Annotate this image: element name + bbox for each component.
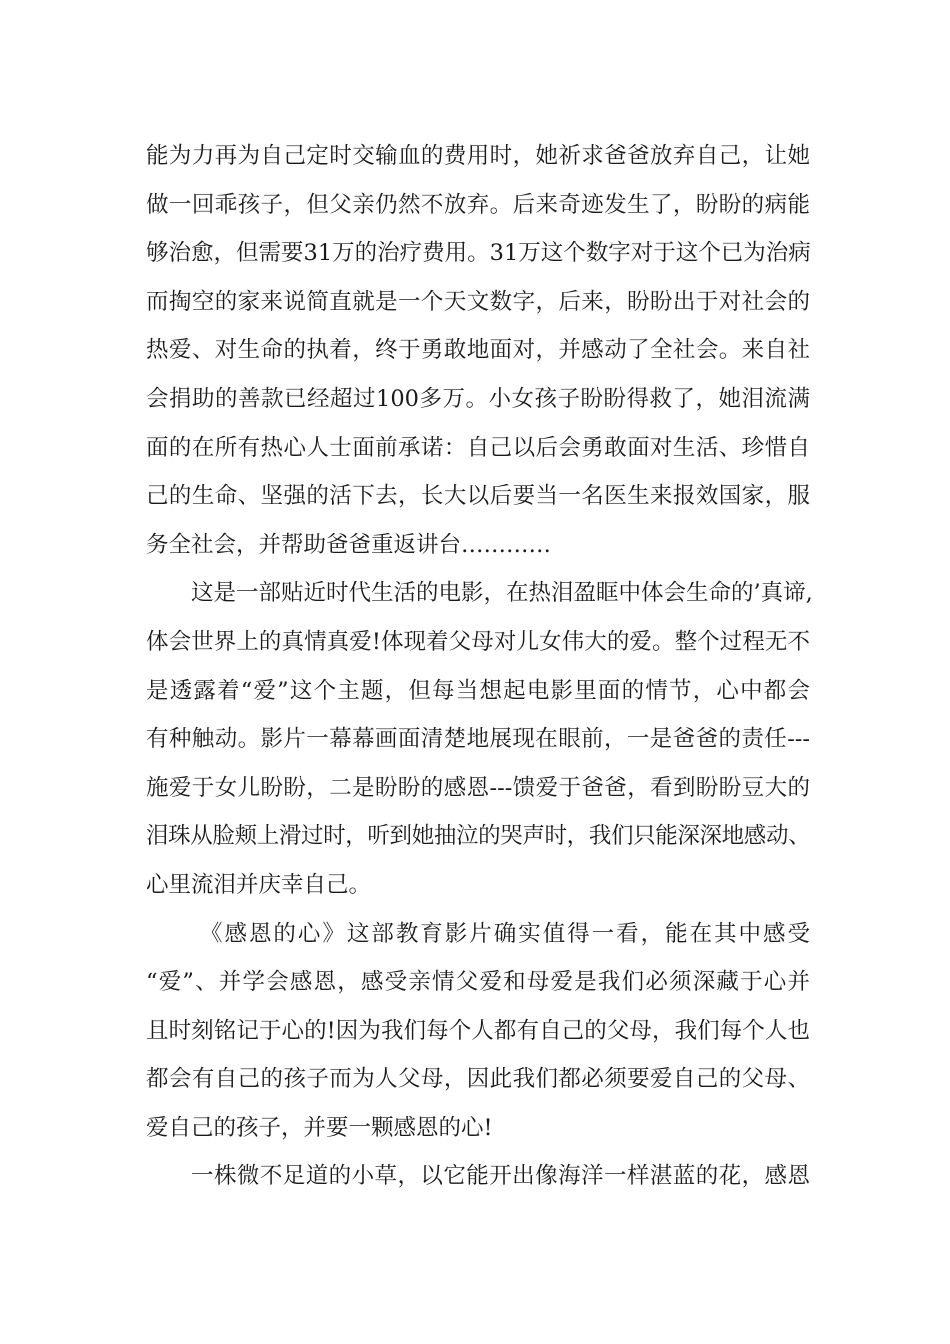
text-line: “爱”、并学会感恩，感受亲情父爱和母爱是我们必须深藏于心并 bbox=[146, 969, 810, 996]
text-line: 己的生命、坚强的活下去，长大以后要当一名医生来报效国家，服 bbox=[146, 483, 810, 510]
text-line: 做一回乖孩子，但父亲仍然不放弃。后来奇迹发生了，盼盼的病能 bbox=[146, 191, 810, 218]
text-line: 够治愈，但需要31万的治疗费用。31万这个数字对于这个已为治病 bbox=[146, 240, 811, 267]
text-line: 会捐助的善款已经超过100多万。小女孩子盼盼得救了，她泪流满 bbox=[146, 385, 810, 412]
text-line: 面的在所有热心人士面前承诺：自己以后会勇敢面对生活、珍惜自 bbox=[146, 434, 810, 461]
text-line: 施爱于女儿盼盼，二是盼盼的感恩---馈爱于爸爸，看到盼盼豆大的 bbox=[146, 774, 810, 801]
text-line: 热爱、对生命的执着，终于勇敢地面对，并感动了全社会。来自社 bbox=[146, 337, 810, 364]
text-line: 爱自己的孩子，并要一颗感恩的心! bbox=[146, 1114, 493, 1141]
text-line: 且时刻铭记于心的!因为我们每个人都有自己的父母，我们每个人也 bbox=[146, 1017, 810, 1044]
text-line: 而掏空的家来说简直就是一个天文数字，后来，盼盼出于对社会的 bbox=[146, 288, 810, 315]
text-line: 是透露着“爱”这个主题，但每当想起电影里面的情节，心中都会 bbox=[146, 677, 810, 704]
text-line: 心里流泪并庆幸自己。 bbox=[146, 871, 372, 898]
paragraph-first-line: 《感恩的心》这部教育影片确实值得一看，能在其中感受 bbox=[200, 920, 810, 947]
text-line: 泪珠从脸颊上滑过时，听到她抽泣的哭声时，我们只能深深地感动、 bbox=[146, 823, 810, 850]
text-line: 能为力再为自己定时交输血的费用时，她祈求爸爸放弃自己，让她 bbox=[146, 143, 810, 169]
paragraph-first-line: 这是一部贴近时代生活的电影，在热泪盈眶中体会生命的’真谛, bbox=[191, 580, 813, 607]
text-line: 都会有自己的孩子而为人父母，因此我们都必须要爱自己的父母、 bbox=[146, 1066, 810, 1093]
document-body bbox=[146, 132, 813, 1201]
text-line: 体会世界上的真情真爱!体现着父母对儿女伟大的爱。整个过程无不 bbox=[146, 628, 810, 655]
text-line: 务全社会，并帮助爸爸重返讲台………… bbox=[146, 531, 552, 558]
paragraph-first-line: 一株微不足道的小草，以它能开出像海洋一样湛蓝的花，感恩 bbox=[191, 1163, 810, 1190]
text-line: 有种触动。影片一幕幕画面清楚地展现在眼前，一是爸爸的责任--- bbox=[146, 726, 810, 753]
